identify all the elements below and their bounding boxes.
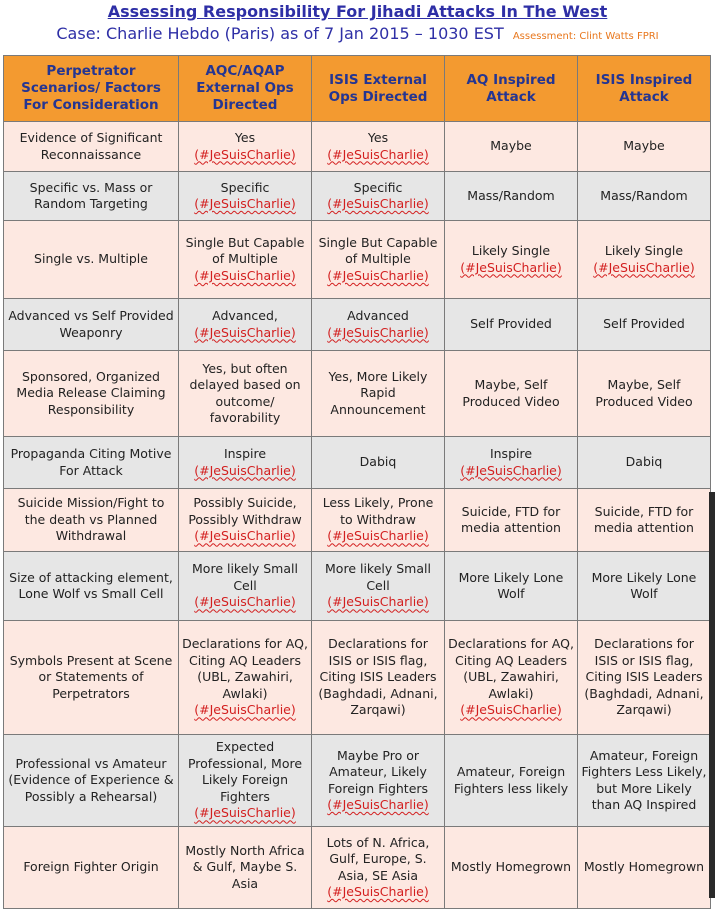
cell-text: Yes bbox=[234, 130, 256, 145]
cell-text: Mass/Random bbox=[600, 187, 688, 203]
scenario-cell bbox=[445, 621, 578, 735]
hashtag-marker: (#JeSuisCharlie) bbox=[460, 462, 562, 478]
header-isis-external: ISIS External Ops Directed bbox=[312, 56, 445, 122]
header-row bbox=[4, 56, 711, 122]
cell-text: Self Provided bbox=[603, 316, 685, 332]
hashtag-marker: (#JeSuisCharlie) bbox=[194, 267, 296, 283]
cell-text: Likely Single bbox=[604, 243, 684, 258]
hashtag-marker: (#JeSuisCharlie) bbox=[327, 267, 429, 283]
scenario-cell bbox=[179, 552, 312, 621]
scenario-cell bbox=[179, 489, 312, 552]
hashtag-marker: (#JeSuisCharlie) bbox=[327, 528, 429, 544]
scenario-cell bbox=[578, 172, 711, 221]
hashtag-marker: (#JeSuisCharlie) bbox=[327, 196, 429, 211]
cell-text: Mostly North Africa & Gulf, Maybe S. Asia bbox=[185, 842, 305, 891]
cell-text: Mostly Homegrown bbox=[583, 859, 705, 875]
scenario-cell bbox=[312, 552, 445, 621]
factor-cell: Foreign Fighter Origin bbox=[4, 827, 179, 909]
factor-cell: Evidence of Significant Reconnaissance bbox=[4, 122, 179, 172]
hashtag-marker: (#JeSuisCharlie) bbox=[593, 259, 695, 275]
scenario-cell bbox=[179, 122, 312, 172]
hashtag-marker: (#JeSuisCharlie) bbox=[327, 884, 429, 899]
cell-text: Single But Capable of Multiple bbox=[185, 234, 305, 267]
cell-text: Declarations for ISIS or ISIS flag, Citing ISIS Leaders (Baghdadi, Adnani, Zarqawi) bbox=[584, 636, 704, 718]
header-isis-inspired: ISIS Inspired Attack bbox=[578, 56, 711, 122]
page-title: Assessing Responsibility For Jihadi Attacks In The West bbox=[107, 2, 608, 21]
scenario-cell bbox=[179, 735, 312, 827]
factor-cell: Suicide Mission/Fight to the death vs Planned Withdrawal bbox=[4, 489, 179, 552]
page-subtitle bbox=[0, 24, 715, 43]
hashtag-marker: (#JeSuisCharlie) bbox=[327, 146, 429, 162]
cell-text: Lots of N. Africa, Gulf, Europe, S. Asia, SE Asia bbox=[326, 834, 430, 883]
scenario-cell bbox=[179, 351, 312, 437]
table-row bbox=[4, 827, 711, 909]
scenario-cell bbox=[312, 437, 445, 489]
cell-text: More Likely Lone Wolf bbox=[458, 569, 564, 601]
scenario-cell bbox=[445, 437, 578, 489]
header-factors: Perpetrator Scenarios/ Factors For Consideration bbox=[4, 56, 179, 122]
cell-text: Self Provided bbox=[470, 316, 552, 332]
scenario-cell bbox=[578, 299, 711, 351]
hashtag-marker: (#JeSuisCharlie) bbox=[194, 594, 296, 610]
scenario-cell bbox=[179, 827, 312, 909]
hashtag-marker: (#JeSuisCharlie) bbox=[327, 594, 429, 610]
table-row bbox=[4, 735, 711, 827]
scenario-cell bbox=[312, 221, 445, 299]
factor-cell: Single vs. Multiple bbox=[4, 221, 179, 299]
cell-text: Declarations for ISIS or ISIS flag, Citing ISIS Leaders (Baghdadi, Adnani, Zarqawi) bbox=[318, 636, 438, 718]
cell-text: Dabiq bbox=[359, 454, 397, 470]
cell-text: Maybe Pro or Amateur, Likely Foreign Fighters bbox=[327, 747, 429, 796]
scenario-cell bbox=[445, 221, 578, 299]
scenario-cell bbox=[312, 489, 445, 552]
table-row bbox=[4, 437, 711, 489]
case-label: Case: Charlie Hebdo (Paris) as of 7 Jan 2015 – 1030 EST bbox=[56, 24, 504, 43]
cell-text: Likely Single bbox=[471, 243, 551, 258]
cell-text: Yes, but often delayed based on outcome/ favorability bbox=[189, 360, 301, 425]
scenario-cell bbox=[312, 122, 445, 172]
cell-text: Mass/Random bbox=[467, 187, 555, 203]
factor-cell: Symbols Present at Scene or Statements of Perpetrators bbox=[4, 621, 179, 735]
scenario-cell bbox=[578, 437, 711, 489]
hashtag-marker: (#JeSuisCharlie) bbox=[194, 528, 296, 544]
scenario-cell bbox=[445, 489, 578, 552]
scenario-cell bbox=[578, 621, 711, 735]
hashtag-marker: (#JeSuisCharlie) bbox=[327, 324, 429, 340]
cell-text: Advanced, bbox=[212, 308, 278, 323]
table-row bbox=[4, 172, 711, 221]
scenario-cell bbox=[578, 221, 711, 299]
cell-text: Amateur, Foreign Fighters less likely bbox=[453, 764, 569, 796]
hashtag-marker: (#JeSuisCharlie) bbox=[460, 702, 562, 718]
cell-text: Suicide, FTD for media attention bbox=[594, 503, 694, 535]
scenario-cell bbox=[179, 437, 312, 489]
cell-text: More Likely Lone Wolf bbox=[591, 569, 697, 601]
factor-cell: Professional vs Amateur (Evidence of Experience & Possibly a Rehearsal) bbox=[4, 735, 179, 827]
table-row bbox=[4, 122, 711, 172]
scenario-cell bbox=[445, 827, 578, 909]
hashtag-marker: (#JeSuisCharlie) bbox=[194, 196, 296, 211]
scenario-cell bbox=[445, 172, 578, 221]
cell-text: Inspire bbox=[223, 446, 267, 461]
hashtag-marker: (#JeSuisCharlie) bbox=[194, 805, 296, 821]
cell-text: Single But Capable of Multiple bbox=[318, 234, 438, 267]
cell-text: Inspire bbox=[489, 446, 533, 461]
hashtag-marker: (#JeSuisCharlie) bbox=[194, 702, 296, 718]
responsibility-table bbox=[3, 55, 711, 909]
factor-cell: Sponsored, Organized Media Release Claiming Responsibility bbox=[4, 351, 179, 437]
factor-cell: Advanced vs Self Provided Weaponry bbox=[4, 299, 179, 351]
scenario-cell bbox=[578, 351, 711, 437]
cell-text: Specific bbox=[220, 179, 270, 195]
assessment-credit: Assessment: Clint Watts FPRI bbox=[512, 31, 659, 42]
scenario-cell bbox=[578, 827, 711, 909]
scenario-cell bbox=[312, 172, 445, 221]
scenario-cell bbox=[445, 351, 578, 437]
scenario-cell bbox=[578, 122, 711, 172]
scenario-cell bbox=[312, 827, 445, 909]
scenario-cell bbox=[312, 351, 445, 437]
scenario-cell bbox=[445, 299, 578, 351]
scenario-cell bbox=[445, 552, 578, 621]
cell-text: Mostly Homegrown bbox=[450, 859, 572, 875]
table-row bbox=[4, 299, 711, 351]
cell-text: Advanced bbox=[347, 308, 409, 323]
scenario-cell bbox=[179, 172, 312, 221]
header-aqc-aqap: AQC/AQAP External Ops Directed bbox=[179, 56, 312, 122]
hashtag-marker: (#JeSuisCharlie) bbox=[194, 462, 296, 478]
scenario-cell bbox=[312, 621, 445, 735]
table-row bbox=[4, 351, 711, 437]
hashtag-marker: (#JeSuisCharlie) bbox=[327, 797, 429, 812]
factor-cell: Specific vs. Mass or Random Targeting bbox=[4, 172, 179, 221]
table-row bbox=[4, 489, 711, 552]
cell-text: Maybe bbox=[490, 138, 532, 154]
scenario-cell bbox=[179, 621, 312, 735]
cell-text: More likely Small Cell bbox=[325, 561, 431, 593]
factor-cell: Propaganda Citing Motive For Attack bbox=[4, 437, 179, 489]
hashtag-marker: (#JeSuisCharlie) bbox=[194, 146, 296, 162]
hashtag-marker: (#JeSuisCharlie) bbox=[194, 324, 296, 340]
cell-text: Possibly Suicide, Possibly Withdraw bbox=[188, 495, 302, 527]
scenario-cell bbox=[578, 735, 711, 827]
table-body bbox=[4, 122, 711, 909]
header-aq-inspired: AQ Inspired Attack bbox=[445, 56, 578, 122]
cell-text: Less Likely, Prone to Withdraw bbox=[322, 495, 434, 527]
cell-text: Expected Professional, More Likely Foreign Fighters bbox=[187, 739, 303, 804]
scenario-cell bbox=[179, 299, 312, 351]
scenario-cell bbox=[445, 735, 578, 827]
cell-text: Dabiq bbox=[625, 454, 663, 470]
cell-text: Amateur, Foreign Fighters Less Likely, but More Likely than AQ Inspired bbox=[581, 747, 707, 812]
cell-text: Maybe, Self Produced Video bbox=[595, 377, 693, 409]
cell-text: Specific bbox=[353, 179, 403, 195]
cell-text: More likely Small Cell bbox=[192, 561, 298, 593]
cell-text: Maybe, Self Produced Video bbox=[462, 377, 560, 409]
table-row bbox=[4, 552, 711, 621]
slide-edge-shadow bbox=[709, 492, 715, 898]
cell-text: Maybe bbox=[623, 138, 665, 154]
cell-text: Yes, More Likely Rapid Announcement bbox=[328, 368, 428, 417]
hashtag-marker: (#JeSuisCharlie) bbox=[460, 259, 562, 275]
scenario-cell bbox=[578, 552, 711, 621]
scenario-cell bbox=[312, 299, 445, 351]
cell-text: Declarations for AQ, Citing AQ Leaders (UBL, Zawahiri, Awlaki) bbox=[448, 636, 574, 701]
scenario-cell bbox=[312, 735, 445, 827]
scenario-cell bbox=[578, 489, 711, 552]
cell-text: Declarations for AQ, Citing AQ Leaders (UBL, Zawahiri, Awlaki) bbox=[182, 636, 308, 701]
factor-cell: Size of attacking element, Lone Wolf vs Small Cell bbox=[4, 552, 179, 621]
scenario-cell bbox=[179, 221, 312, 299]
table-row bbox=[4, 221, 711, 299]
cell-text: Yes bbox=[367, 130, 389, 145]
cell-text: Suicide, FTD for media attention bbox=[461, 503, 561, 535]
table-row bbox=[4, 621, 711, 735]
scenario-cell bbox=[445, 122, 578, 172]
